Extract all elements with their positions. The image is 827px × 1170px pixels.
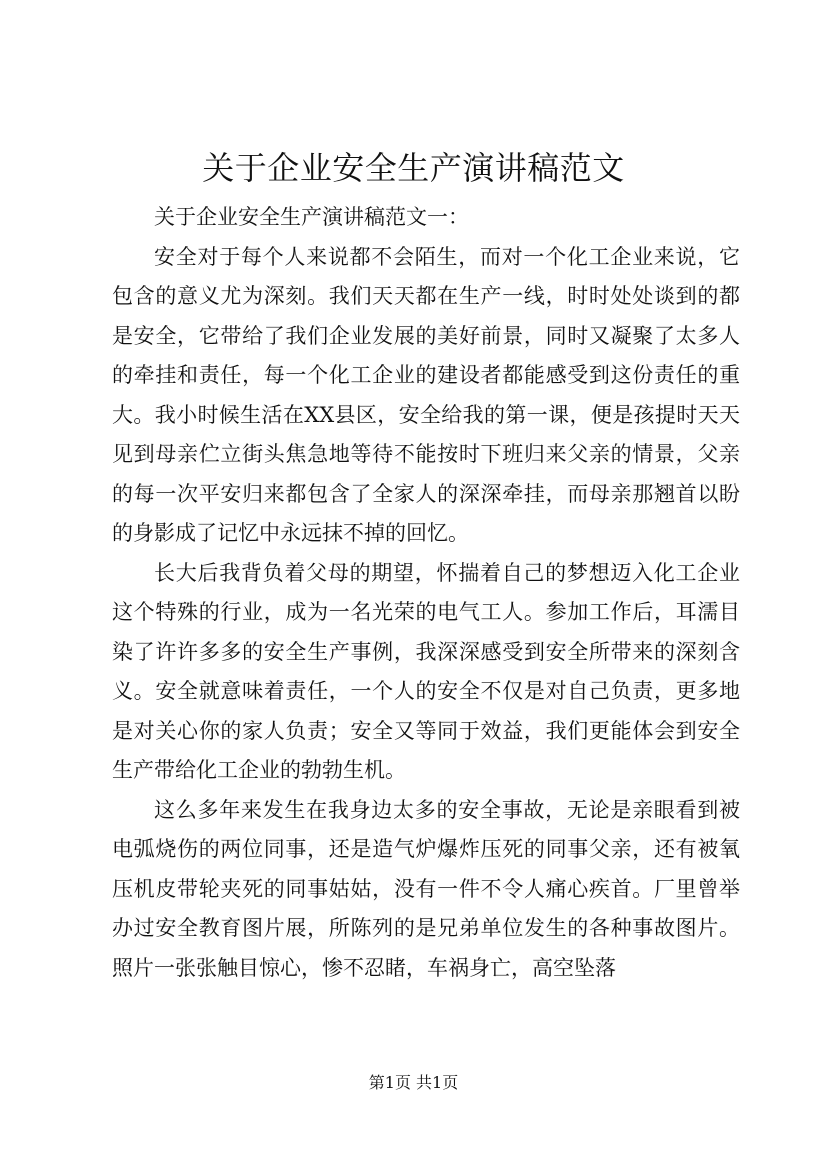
section-heading: 关于企业安全生产演讲稿范文一： [154, 205, 469, 229]
paragraph-1: 安全对于每个人来说都不会陌生，而对一个化工企业来说，它包含的意义尤为深刻。我们天天都在生产一线，时时处处谈到的都是安全，它带给了我们企业发展的美好前景，同时又凝聚了太多人的牵挂和责任，每一个化工企业的建设者都能感受到这份责任的重大。我小时候生活在XX县区，安全给我的第一课，便是孩提时天天见到母亲伫立街头焦急地等待不能按时下班归来父亲的情景，父亲的每一次平安归来都包含了全家人的深深牵挂，而母亲那翘首以盼的身影成了记忆中永远抹不掉的回忆。 [112, 244, 740, 545]
document-body [112, 198, 740, 988]
document-title: 关于企业安全生产演讲稿范文 [202, 149, 625, 187]
paragraph-3: 这么多年来发生在我身边太多的安全事故，无论是亲眼看到被电弧烧伤的两位同事，还是造气炉爆炸压死的同事父亲，还有被氧压机皮带轮夹死的同事姑姑，没有一件不令人痛心疾首。厂里曾举办过安全教育图片展，所陈列的是兄弟单位发生的各种事故图片。照片一张张触目惊心，惨不忍睹，车祸身亡，高空坠落 [112, 797, 740, 980]
paragraph-2: 长大后我背负着父母的期望，怀揣着自己的梦想迈入化工企业这个特殊的行业，成为一名光荣的电气工人。参加工作后，耳濡目染了许许多多的安全生产事例，我深深感受到安全所带来的深刻含义。安全就意味着责任，一个人的安全不仅是对自己负责，更多地是对关心你的家人负责；安全又等同于效益，我们更能体会到安全生产带给化工企业的勃勃生机。 [112, 560, 740, 782]
page-footer: 第1页 共1页 [368, 1073, 459, 1092]
